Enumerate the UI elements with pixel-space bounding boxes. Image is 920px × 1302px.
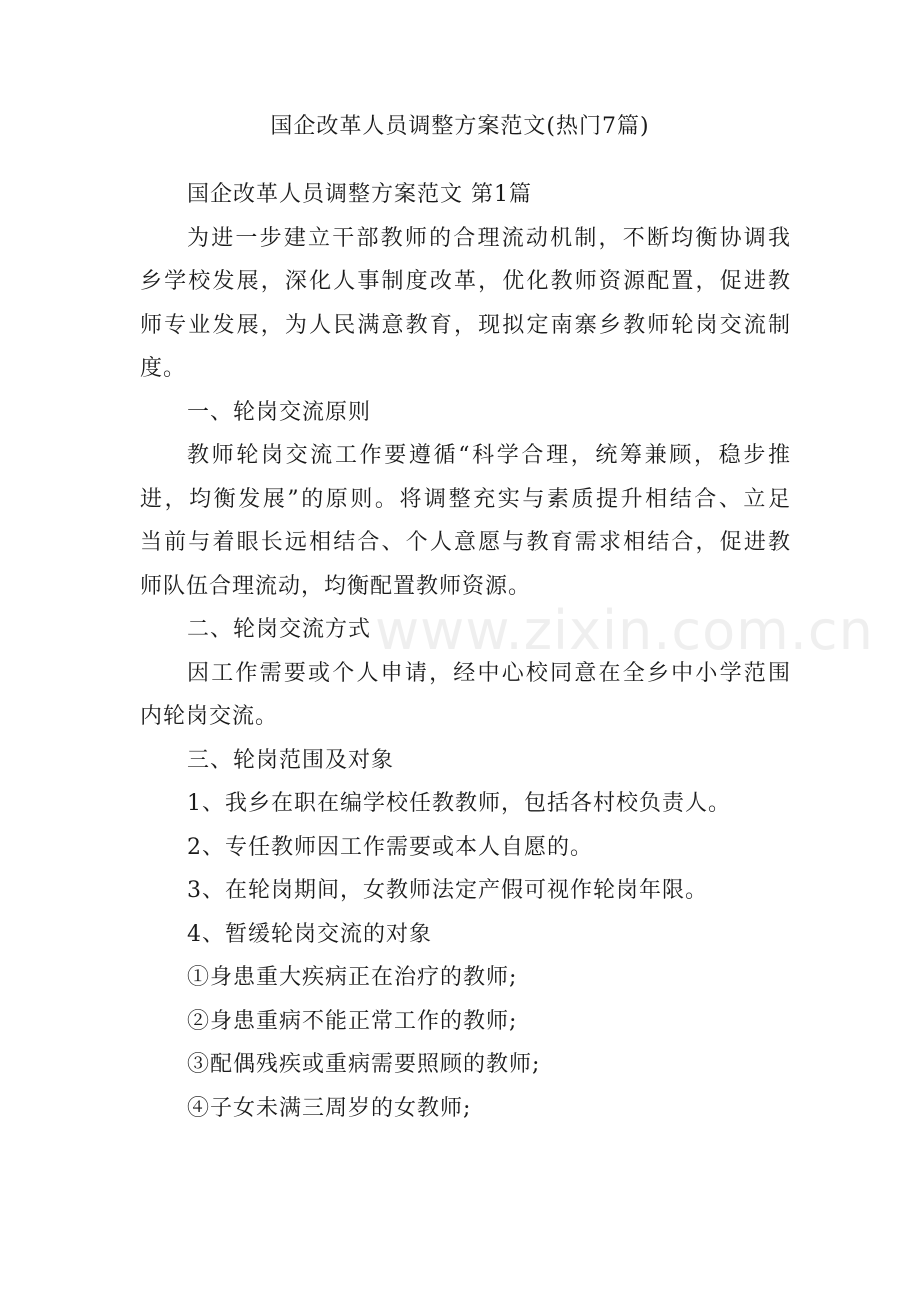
section-heading: 国企改革人员调整方案范文 第1篇 [187,182,532,207]
exemption-item: ①身患重大疾病正在治疗的教师; [187,965,518,990]
paragraph-line: 为进一步建立干部教师的合理流动机制，不断均衡协调我 [187,225,790,251]
paragraph-line: 因工作需要或个人申请，经中心校同意在全乡中小学范围 [187,660,790,686]
exemption-item: ③配偶残疾或重病需要照顾的教师; [187,1052,541,1077]
paragraph-line: 度。 [140,356,187,381]
heading-method: 二、轮岗交流方式 [187,617,372,642]
paragraph-line: 教师轮岗交流工作要遵循“科学合理，统筹兼顾，稳步推 [187,443,790,468]
watermark: www.zixin.com.cn [375,599,874,662]
list-item: 1、我乡在职在编学校任教教师，包括各村校负责人。 [187,791,731,816]
list-item: 3、在轮岗期间，女教师法定产假可视作轮岗年限。 [187,878,708,903]
exemption-item: ②身患重病不能正常工作的教师; [187,1008,518,1034]
exemption-item: ④子女未满三周岁的女教师; [187,1095,472,1121]
heading-principle: 一、轮岗交流原则 [187,399,372,425]
document-title: 国企改革人员调整方案范文(热门7篇) [270,114,650,139]
list-item: 4、暂缓轮岗交流的对象 [187,921,432,947]
list-item: 2、专任教师因工作需要或本人自愿的。 [187,834,593,860]
heading-scope: 三、轮岗范围及对象 [187,747,395,773]
document-body [140,173,790,1130]
paragraph-line: 当前与着眼长远相结合、个人意愿与教育需求相结合，促进教 [140,530,790,555]
paragraph-line: 师专业发展，为人民满意教育，现拟定南寨乡教师轮岗交流制 [140,312,790,338]
paragraph-line: 乡学校发展，深化人事制度改革，优化教师资源配置，促进教 [140,269,790,294]
paragraph-line: 内轮岗交流。 [140,704,279,729]
paragraph-line: 师队伍合理流动，均衡配置教师资源。 [140,573,532,599]
paragraph-line: 进，均衡发展”的原则。将调整充实与素质提升相结合、立足 [140,486,790,512]
